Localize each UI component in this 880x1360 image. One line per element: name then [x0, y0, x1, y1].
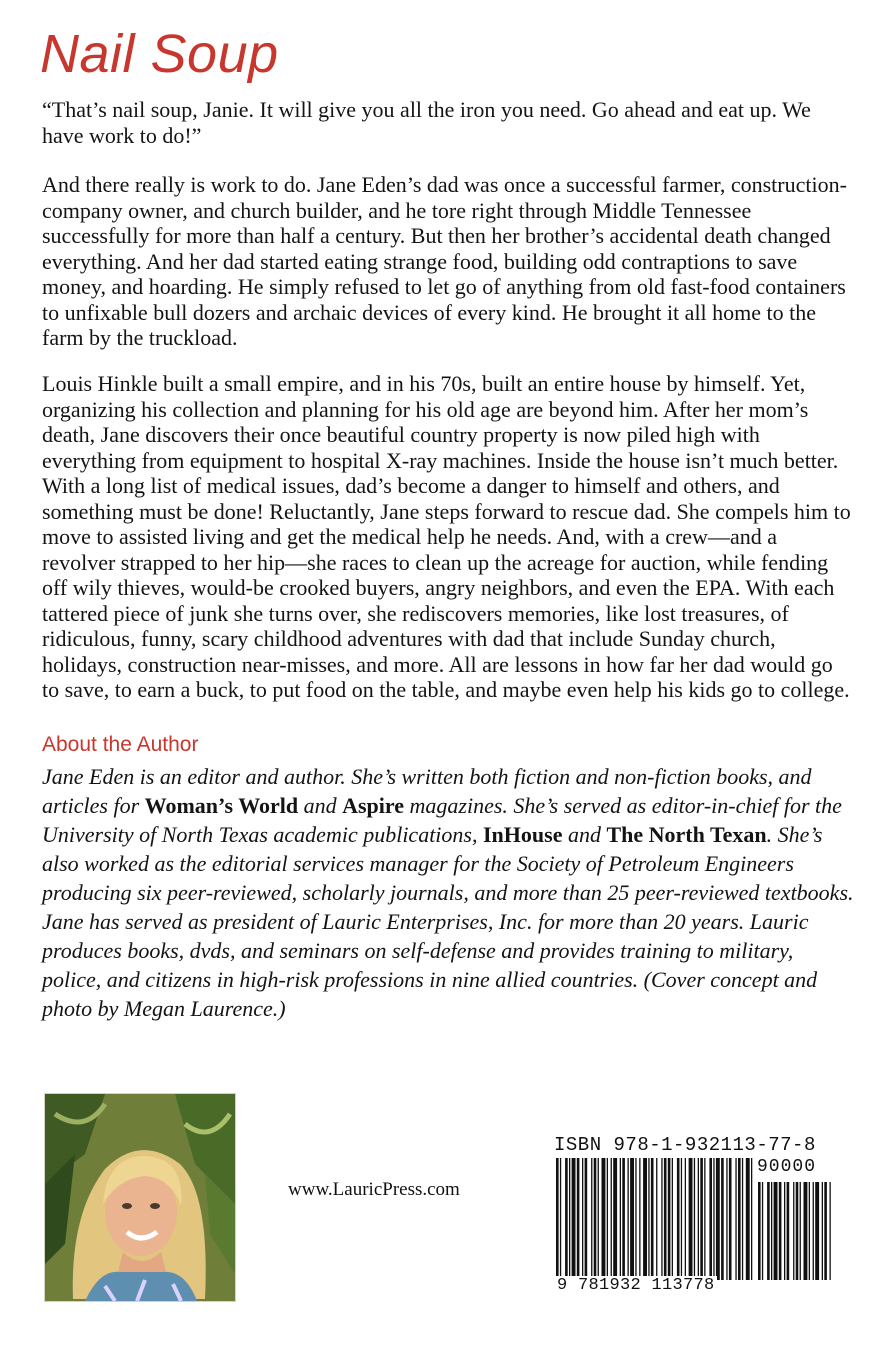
author-photo [44, 1093, 236, 1302]
barcode-bar [635, 1158, 636, 1280]
bio-text: and [562, 822, 607, 847]
blurb-paragraph-3: Louis Hinkle built a small empire, and in his 70s, built an entire house by himself. Yet, organizing his collection and planning for his old age are beyond him. After her mom’s death, Jane discovers their once beautiful country property is now piled high with everything from equipment to hospital X-ray machines. Inside the house isn’t much better. With a long list of medical issues, dad’s become a danger to himself and others, and something must be done! Reluctantly, Jane steps forward to rescue dad. She compels him to move to assisted living and get the medical help he needs. And, with a crew—and a revolver strapped to her hip—she races to clean up the acreage for auction, while fending off wily thieves, would-be crooked buyers, angry neighbors, and even the EPA. With each tattered piece of junk she turns over, she rediscovers memories, like lost treasures, of ridiculous, funny, scary childhood adventures with dad that include Sunday church, holidays, construction near-misses, and more. All are lessons in how far her dad would go to save, to earn a buck, to put food on the table, and maybe even help his kids go to college. [42, 371, 851, 702]
barcode-bar [796, 1182, 799, 1280]
barcode-bar [560, 1158, 561, 1280]
bio-text: Jane Eden is an editor and author. She’s written both fiction and non-fiction books, and articles for [42, 764, 812, 818]
barcode-bar [664, 1158, 667, 1280]
barcode-bar [762, 1182, 763, 1280]
barcode-bar [565, 1158, 568, 1280]
barcode-bar [677, 1158, 680, 1280]
barcode-bar [577, 1158, 580, 1280]
barcode-bar [824, 1182, 827, 1280]
barcode-bar [611, 1158, 612, 1280]
barcode-bar [813, 1182, 814, 1280]
barcode-bar [569, 1158, 570, 1280]
barcode-bar [661, 1158, 662, 1280]
barcode-bar [694, 1158, 695, 1280]
barcode-bar [630, 1158, 634, 1280]
barcode-bar [602, 1158, 606, 1280]
barcode-bar [591, 1158, 592, 1280]
bio-text: and [298, 793, 343, 818]
barcode-bar [648, 1158, 649, 1280]
barcode-bar [709, 1158, 712, 1280]
barcode-bar [713, 1158, 714, 1280]
barcode-bar [656, 1158, 657, 1280]
publication-name: The North Texan [606, 822, 767, 847]
magazine-name: Aspire [342, 793, 405, 818]
barcode-bar [746, 1158, 750, 1280]
barcode-bar [793, 1182, 794, 1280]
barcode-digits: 9 781932 113778 [557, 1276, 715, 1295]
barcode-bar [639, 1158, 640, 1280]
opening-quote: “That’s nail soup, Janie. It will give you all the iron you need. Go ahead and eat up. We have work to do!” [42, 97, 811, 148]
barcode-bar [582, 1158, 583, 1280]
barcode-bar [815, 1182, 819, 1280]
barcode-bar [620, 1158, 621, 1280]
barcode-bar [643, 1158, 647, 1280]
barcode-bar [698, 1158, 699, 1280]
barcode-bar [758, 1182, 761, 1280]
bio-text: magazines. She’s served as editor-in-chief for the University of North Texas academic publications, [42, 793, 842, 847]
barcode-bar [735, 1158, 736, 1280]
blurb-paragraph-2: And there really is work to do. Jane Eden’s dad was once a successful farmer, construction-company owner, and church builder, and he tore right through Middle Tennessee successfully for more than half a century. But then her brother’s accidental death changed everything. And her dad started eating strange food, building odd contraptions to save money, and hoarding. He simply refused to let go of anything from old fast-food containers to unfixable bull dozers and archaic devices of every kind. He brought it all home to the farm by the truckload. [42, 172, 847, 350]
barcode-bar [742, 1158, 743, 1280]
barcode-bar [689, 1158, 693, 1280]
book-title: Nail Soup [40, 24, 279, 84]
barcode-bar [681, 1158, 682, 1280]
barcode-bar [767, 1182, 770, 1280]
barcode-bar [771, 1182, 772, 1280]
barcode-bar [721, 1158, 724, 1280]
barcode-bar [809, 1182, 810, 1280]
barcode-bar [622, 1158, 625, 1280]
barcode-bar [774, 1182, 778, 1280]
isbn-label: ISBN 978-1-932113-77-8 [554, 1134, 816, 1156]
barcode-bar [726, 1158, 727, 1280]
barcode-bar [784, 1182, 785, 1280]
barcode-bar [613, 1158, 617, 1280]
barcode-bar [651, 1158, 654, 1280]
barcode-bar [594, 1158, 597, 1280]
barcode-bar [556, 1158, 559, 1280]
barcode-bar [751, 1158, 752, 1280]
barcode-bar [585, 1158, 588, 1280]
barcode-bar [685, 1158, 686, 1280]
barcode-bar [668, 1158, 671, 1280]
barcode-bar [598, 1158, 599, 1280]
barcode-bar [700, 1158, 703, 1280]
barcode-bar [779, 1182, 782, 1280]
barcode-bar [804, 1182, 808, 1280]
barcode-bar [672, 1158, 673, 1280]
barcode-bar [787, 1182, 790, 1280]
author-bio [42, 762, 857, 1023]
barcode-bar [729, 1158, 732, 1280]
barcode-bar [704, 1158, 705, 1280]
bio-text: . She’s also worked as the editorial services manager for the Society of Petroleum Engineers producing six peer-reviewed, scholarly journals, and more than 25 peer-reviewed textbooks. Jane has served as president of Lauric Enterprises, Inc. for more than 20 years. Lauric produces books, dvds, and seminars on self-defense and provides training to military, police, and citizens in high-risk professions in nine allied countries. (Cover concept and photo by Megan Laurence.) [42, 822, 854, 1021]
barcode-bar [738, 1158, 741, 1280]
barcode-bar [716, 1158, 720, 1280]
barcode-bar [607, 1158, 608, 1280]
barcode-bar [822, 1182, 823, 1280]
publisher-website: www.LauricPress.com [288, 1179, 460, 1200]
barcode-bar [800, 1182, 801, 1280]
about-author-heading: About the Author [42, 733, 199, 756]
barcode-bar [628, 1158, 629, 1280]
publication-name: InHouse [482, 822, 563, 847]
barcode-bar [572, 1158, 576, 1280]
magazine-name: Woman’s World [144, 793, 299, 818]
barcode-bar [830, 1182, 831, 1280]
price-code: 90000 [757, 1157, 817, 1177]
